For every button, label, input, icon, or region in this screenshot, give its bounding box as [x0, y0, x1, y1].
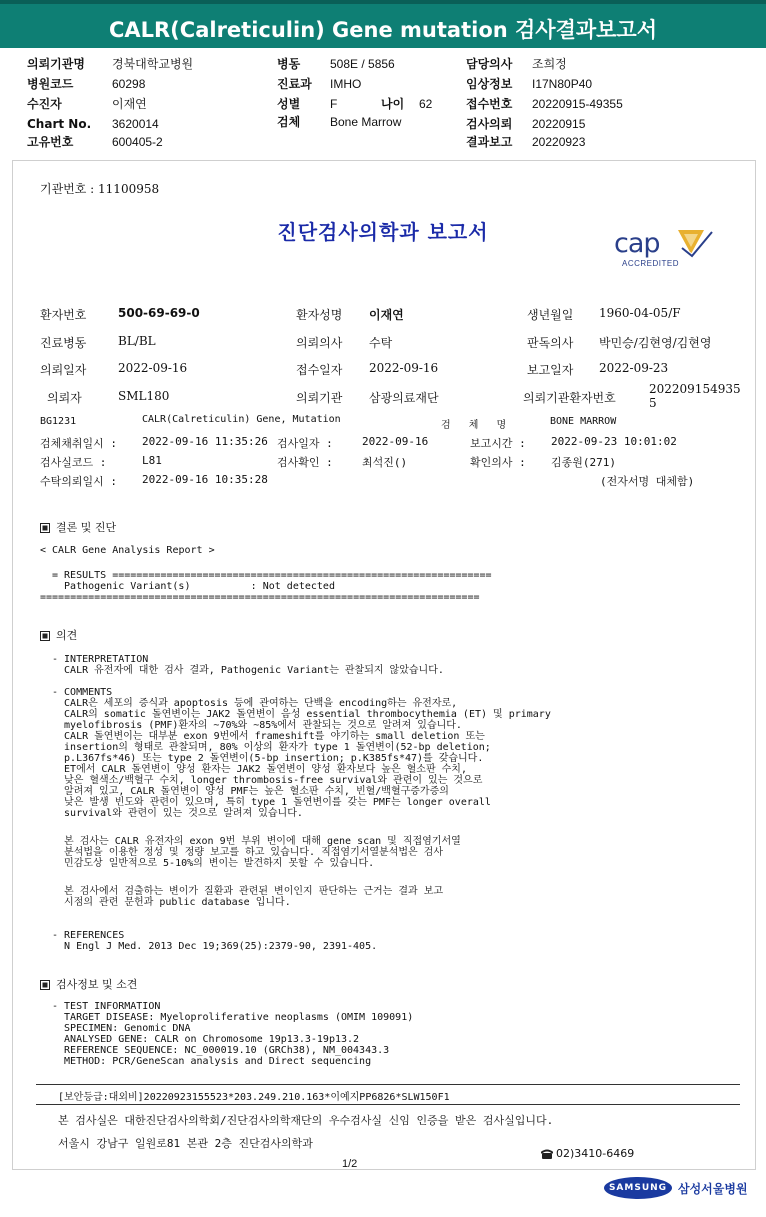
patient-value: 2022-09-16 — [118, 361, 188, 375]
footer-rule-bottom — [36, 1104, 740, 1105]
patient-label: 진료병동 — [40, 336, 87, 350]
header-value: Bone Marrow — [330, 115, 402, 129]
header-label: 성별 — [277, 97, 301, 111]
hospital-name: 삼성서울병원 — [678, 1182, 748, 1196]
opinion-line: 분석법을 이용한 정성 및 정량 보고를 하고 있습니다. 직접염기서열분석법은 검사 — [52, 847, 444, 858]
order-label: 수탁의뢰일시 : — [40, 475, 118, 488]
specimen-value: BONE MARROW — [550, 416, 617, 427]
result-line: Pathogenic Variant(s) : Not detected — [52, 581, 335, 592]
samsung-logo: SAMSUNG — [604, 1177, 672, 1199]
reporttime-value: 2022-09-23 10:01:02 — [551, 435, 677, 448]
opinion-line: - INTERPRETATION — [52, 654, 149, 665]
header-label: 의뢰기관명 — [27, 57, 85, 71]
phone-number: 02)3410-6469 — [556, 1147, 635, 1160]
header-value: 20220915-49355 — [532, 97, 623, 111]
certification-note: 본 검사실은 대한진단검사의학회/진단검사의학재단의 우수검사실 신임 인증을 받은 검사실입니다. — [58, 1114, 554, 1127]
section-opinion — [40, 627, 77, 643]
confirm-label: 검사확인 : — [277, 456, 333, 469]
header-label: 임상정보 — [466, 77, 513, 91]
header-label: 수진자 — [27, 97, 62, 111]
info-line: ANALYSED GENE: CALR on Chromosome 19p13.3-19p13.2 — [52, 1034, 360, 1045]
header-value: 62 — [419, 97, 433, 111]
verify-label: 확인의사 : — [470, 456, 526, 469]
patient-label: 의뢰일자 — [40, 363, 87, 377]
report-title: 진단검사의학과 보고서 — [277, 220, 489, 244]
patient-value: 삼광의료재단 — [369, 391, 439, 405]
header-label: 결과보고 — [466, 135, 513, 149]
section-test-info-title: 검사정보 및 소견 — [56, 978, 138, 991]
header-value: 이재연 — [112, 97, 147, 111]
header-label: 접수번호 — [466, 97, 513, 111]
header-value: I17N80P40 — [532, 77, 593, 91]
patient-label: 의뢰기관 — [296, 391, 343, 405]
opinion-line: ET에서 CALR 돌연변이 양성 환자는 JAK2 돌연변이 양성 환자보다 높은 혈소판 수치, — [52, 764, 467, 775]
header-value: 3620014 — [112, 117, 159, 131]
security-line: [보안등급:대외비]20220923155523*203.249.210.163*이예지PP6826*SLW150F1 — [58, 1092, 450, 1103]
esign-note: (전자서명 대체함) — [600, 475, 695, 488]
info-line: SPECIMEN: Genomic DNA — [52, 1023, 191, 1034]
info-line: - TEST INFORMATION — [52, 1001, 161, 1012]
square-bullet-icon — [40, 523, 50, 533]
header-value: F — [330, 97, 338, 111]
header-label: 병원코드 — [27, 77, 74, 91]
patient-label: 접수일자 — [296, 363, 343, 377]
patient-value: BL/BL — [118, 334, 156, 348]
header-label: 고유번호 — [27, 135, 74, 149]
section-result-title: 결론 및 진단 — [56, 521, 117, 534]
patient-label: 환자번호 — [40, 308, 87, 322]
patient-label: 환자성명 — [296, 308, 343, 322]
header-value: 20220915 — [532, 117, 586, 131]
phone — [534, 1134, 634, 1160]
header-label: Chart No. — [27, 117, 92, 131]
opinion-line: 본 검사에서 검출하는 변이가 질환과 관련된 변이인지 판단하는 근거는 결과 보고 — [52, 886, 444, 897]
cap-logo-text: cap — [614, 228, 660, 259]
collect-label: 검체채취일시 : — [40, 437, 118, 450]
patient-label: 의뢰자 — [47, 391, 82, 405]
opinion-line: myelofibrosis (PMF)환자의 ~70%와 ~85%에서 관찰되는 것으로 알려져 있습니다. — [52, 720, 462, 731]
header-value: 조희정 — [532, 57, 567, 71]
section-result — [40, 519, 116, 535]
header-value: 508E / 5856 — [330, 57, 395, 71]
opinion-line: 본 검사는 CALR 유전자의 exon 9번 부위 변이에 대해 gene scan 및 직접염기서열 — [52, 836, 461, 847]
opinion-line: CALR 유전자에 대한 검사 결과, Pathogenic Variant는 관찰되지 않았습니다. — [52, 665, 444, 676]
specimen-label: 검 체 명 — [441, 420, 507, 431]
opinion-line: - COMMENTS — [52, 687, 113, 698]
patient-label: 보고일자 — [527, 363, 574, 377]
patient-value: 202209154935 — [649, 382, 741, 396]
opinion-line: survival와 관련이 있는 것으로 알려져 있습니다. — [52, 808, 303, 819]
opinion-line: insertion의 형태로 관찰되며, 80% 이상의 환자가 type 1 돌연변이(52-bp deletion; — [52, 742, 491, 753]
header-label: 나이 — [381, 97, 405, 111]
opinion-line: 낮은 혈색소/백혈구 수치, longer thrombosis-free survival와 관련이 있는 것으로 — [52, 775, 483, 786]
confirm-value: 최석진() — [362, 456, 408, 469]
cap-accredited-logo — [612, 226, 717, 272]
patient-value: 500-69-69-0 — [118, 306, 200, 320]
patient-value: 2022-09-16 — [369, 361, 439, 375]
patient-label: 의뢰의사 — [296, 336, 343, 350]
header-value: 60298 — [112, 77, 146, 91]
verify-value: 김종원(271) — [551, 456, 616, 469]
opinion-line: - REFERENCES — [52, 930, 125, 941]
patient-value: 2022-09-23 — [599, 361, 669, 375]
patient-value: 수탁 — [369, 336, 393, 350]
collect-value: 2022-09-16 11:35:26 — [142, 435, 268, 448]
section-test-info — [40, 976, 137, 992]
header-label: 병동 — [277, 57, 301, 71]
opinion-line: 낮은 발생 빈도와 관련이 있으며, 특히 type 1 돌연변이를 갖는 PMF는 longer overall — [52, 797, 491, 808]
testdate-value: 2022-09-16 — [362, 435, 429, 448]
patient-value-wrap: 5 — [649, 396, 657, 410]
opinion-line: 시점의 관련 문헌과 public database 입니다. — [52, 897, 291, 908]
patient-label: 판독의사 — [527, 336, 574, 350]
header-value: 경북대학교병원 — [112, 57, 194, 71]
test-name: CALR(Calreticulin) Gene, Mutation — [142, 414, 341, 425]
info-line: TARGET DISEASE: Myeloproliferative neoplasms (OMIM 109091) — [52, 1012, 414, 1023]
result-rule-top: = RESULTS =============================================================== — [52, 570, 492, 581]
opinion-line: 알려져 있고, CALR 돌연변이 양성 PMF는 높은 혈소판 수치, 빈혈/백혈구증가증의 — [52, 786, 449, 797]
test-code: BG1231 — [40, 416, 77, 427]
patient-value: 박민승/김현영/김현영 — [599, 336, 712, 350]
phone-icon — [541, 1149, 553, 1159]
lab-value: L81 — [142, 454, 162, 467]
info-line: REFERENCE SEQUENCE: NC_000019.10 (GRCh38), NM_004343.3 — [52, 1045, 390, 1056]
patient-value: 이재연 — [369, 308, 404, 322]
opinion-line: p.L367fs*46) 또는 type 2 돌연변이(5-bp insertion; p.K385fs*47)를 갖습니다. — [52, 753, 484, 764]
header-label: 검체 — [277, 115, 301, 129]
patient-label: 생년월일 — [527, 308, 574, 322]
patient-label: 의뢰기관환자번호 — [523, 391, 616, 405]
header-value: 20220923 — [532, 135, 586, 149]
opinion-line: CALR 돌연변이는 대부분 exon 9번에서 frameshift를 야기하는 small deletion 또는 — [52, 731, 485, 742]
result-report-heading: < CALR Gene Analysis Report > — [40, 545, 215, 556]
reporttime-label: 보고시간 : — [470, 437, 526, 450]
lab-address: 서울시 강남구 일원로81 본관 2층 진단검사의학과 — [58, 1137, 313, 1150]
page-number: 1/2 — [342, 1158, 358, 1170]
header-value: 600405-2 — [112, 135, 163, 149]
order-value: 2022-09-16 10:35:28 — [142, 473, 268, 486]
opinion-line: CALR은 세포의 증식과 apoptosis 등에 관여하는 단백을 encoding하는 유전자로, — [52, 698, 458, 709]
testdate-label: 검사일자 : — [277, 437, 333, 450]
report-banner-title: CALR(Calreticulin) Gene mutation 검사결과보고서 — [0, 0, 766, 48]
info-line: METHOD: PCR/GeneScan analysis and Direct sequencing — [52, 1056, 372, 1067]
header-label: 진료과 — [277, 77, 312, 91]
opinion-line: 민감도상 일반적으로 5-10%의 변이는 발견하지 못할 수 있습니다. — [52, 858, 375, 869]
cap-accredited-text: ACCREDITED — [622, 259, 680, 268]
header-label: 담당의사 — [466, 57, 513, 71]
patient-value: SML180 — [118, 389, 170, 403]
square-bullet-icon — [40, 631, 50, 641]
footer-rule-top — [36, 1084, 740, 1085]
result-rule-bottom: ========================================================================= — [40, 592, 480, 603]
opinion-line: CALR의 somatic 돌연변이는 JAK2 돌연변이 음성 essential thrombocythemia (ET) 및 primary — [52, 709, 551, 720]
patient-value: 1960-04-05/F — [599, 306, 681, 320]
lab-label: 검사실코드 : — [40, 456, 107, 469]
opinion-line: N Engl J Med. 2013 Dec 19;369(25):2379-90, 2391-405. — [52, 941, 378, 952]
section-opinion-title: 의견 — [56, 629, 78, 642]
org-number: 기관번호 : 11100958 — [40, 182, 160, 196]
header-label: 검사의뢰 — [466, 117, 513, 131]
header-value: IMHO — [330, 77, 362, 91]
square-bullet-icon — [40, 980, 50, 990]
